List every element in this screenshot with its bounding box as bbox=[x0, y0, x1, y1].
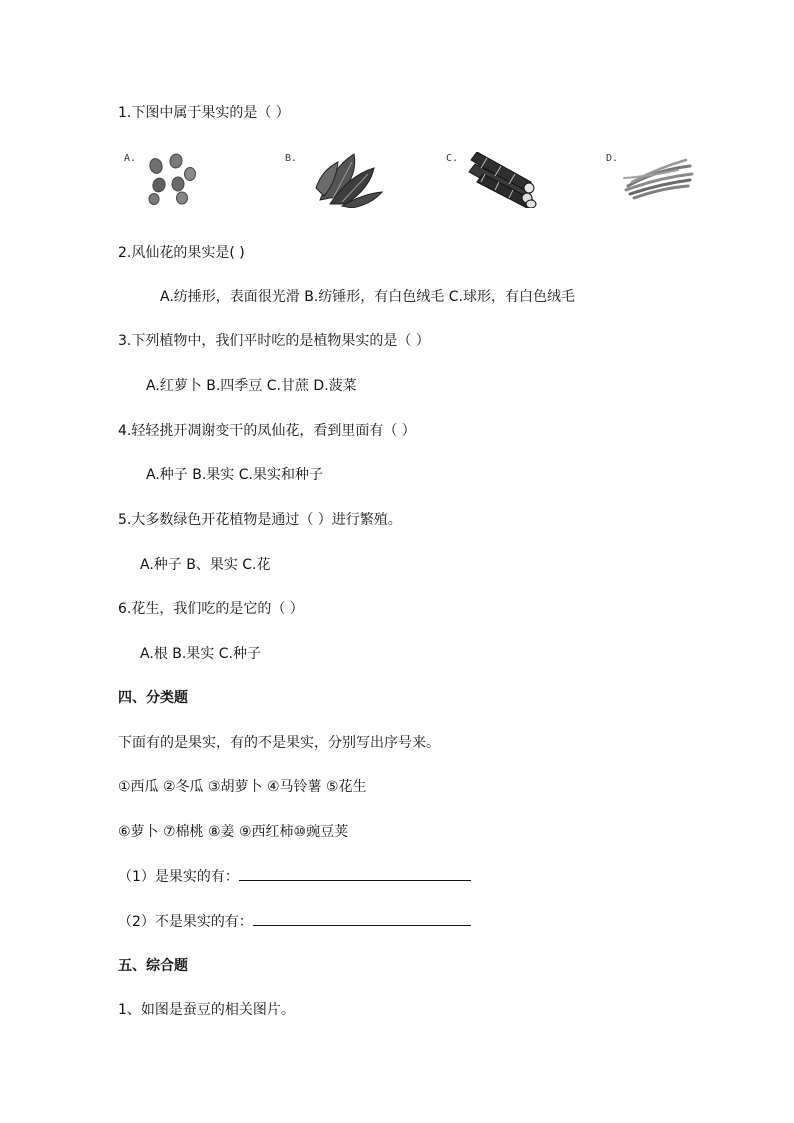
q3-options: A.红萝卜 B.四季豆 C.甘蔗 D.菠菜 bbox=[146, 378, 357, 394]
q1-text: 1.下图中属于果实的是（ ） bbox=[118, 105, 290, 121]
section4-items-row1: ①西瓜 ②冬瓜 ③胡萝卜 ④马铃薯 ⑤花生 bbox=[118, 779, 367, 795]
green-beans-icon bbox=[622, 156, 694, 202]
q4-text: 4.轻轻挑开凋谢变干的凤仙花，看到里面有（ ） bbox=[118, 423, 416, 439]
q5-text: 5.大多数绿色开花植物是通过（ ）进行繁殖。 bbox=[118, 512, 402, 528]
section5-q1: 1、如图是蚕豆的相关图片。 bbox=[118, 1002, 295, 1018]
fruit-answer-label: （1）是果实的有： bbox=[118, 869, 239, 885]
q1-option-b-label: B. bbox=[285, 153, 298, 164]
q2-options: A.纺捶形，表面很光滑 B.纺锤形，有白色绒毛 C.球形，有白色绒毛 bbox=[160, 289, 575, 305]
section4-instruction: 下面有的是果实，有的不是果实，分别写出序号来。 bbox=[118, 735, 440, 751]
non-fruit-answer-row bbox=[118, 911, 471, 932]
section5-title: 五、综合题 bbox=[118, 958, 188, 974]
section4-items-row2: ⑥萝卜 ⑦棉桃 ⑧姜 ⑨西红柿⑩豌豆荚 bbox=[118, 824, 349, 840]
q1-option-a-label: A. bbox=[124, 153, 137, 164]
q6-text: 6.花生，我们吃的是它的（ ） bbox=[118, 601, 304, 617]
fruit-answer-blank[interactable] bbox=[239, 866, 471, 881]
q1-option-d-label: D. bbox=[606, 153, 619, 164]
spinach-icon bbox=[312, 148, 384, 208]
fruit-answer-row bbox=[118, 866, 471, 887]
section4-title: 四、分类题 bbox=[118, 690, 188, 706]
non-fruit-answer-label: （2）不是果实的有： bbox=[118, 914, 253, 930]
q3-text: 3.下列植物中，我们平时吃的是植物果实的是（ ） bbox=[118, 333, 430, 349]
q1-option-c-label: C. bbox=[446, 153, 459, 164]
q2-text: 2.风仙花的果实是( ) bbox=[118, 245, 245, 261]
q5-options: A.种子 B、果实 C.花 bbox=[140, 557, 271, 573]
non-fruit-answer-blank[interactable] bbox=[253, 911, 471, 926]
sugarcane-icon bbox=[467, 152, 541, 208]
q6-options: A.根 B.果实 C.种子 bbox=[140, 646, 261, 662]
q4-options: A.种子 B.果实 C.果实和种子 bbox=[146, 467, 323, 483]
seeds-icon bbox=[142, 152, 200, 206]
